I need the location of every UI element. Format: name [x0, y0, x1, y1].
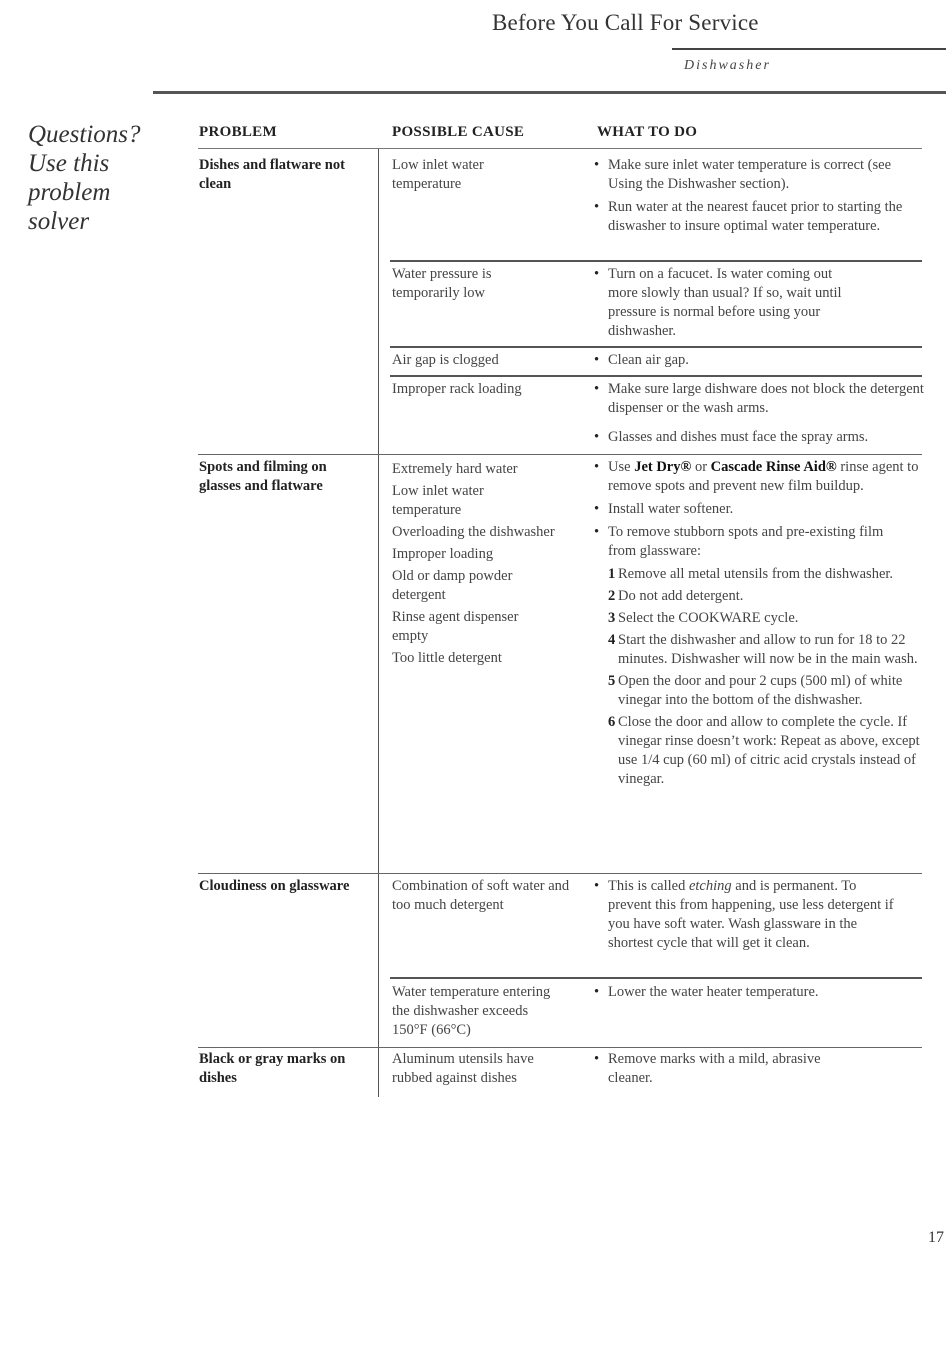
todo-item: • Install water softener.: [594, 501, 734, 517]
todo-item: • Clean air gap.: [594, 352, 689, 368]
sidebar-line: problem: [28, 179, 111, 206]
problem-cloudiness: Cloudiness on glassware: [199, 878, 350, 894]
todo-item: • Make sure large dishware does not block the detergent dispenser or the wash arms.: [594, 381, 924, 416]
sidebar-note: [28, 120, 158, 236]
header-divider: [672, 48, 946, 50]
column-header-cause: POSSIBLE CAUSE: [392, 124, 525, 140]
cause-item: Too little detergent: [392, 650, 502, 666]
todo-item: • This is called etching and is permanent. To prevent this from happening, use less detergent if you have soft water. Wash glassware in the shortest cycle that will get it clean.: [594, 878, 894, 951]
cause-soft-water: Combination of soft water and too much detergent: [392, 878, 570, 913]
problem-dishes-not-clean: Dishes and flatware not clean: [199, 157, 345, 192]
cause-aluminum-utensils: Aluminum utensils have rubbed against dishes: [392, 1051, 534, 1086]
cause-item: Overloading the dishwasher: [392, 524, 555, 540]
todo-rack-loading: [594, 380, 924, 451]
row-rule: [198, 454, 922, 455]
sidebar-line: Questions?: [28, 121, 141, 148]
row-rule: [198, 1047, 922, 1048]
page-number: 17: [928, 1229, 944, 1246]
cause-item: Low inlet water temperature: [392, 483, 484, 518]
cause-rack-loading: Improper rack loading: [392, 381, 522, 397]
sidebar-line: solver: [28, 208, 90, 235]
todo-item: • Remove marks with a mild, abrasive cleaner.: [594, 1051, 821, 1086]
step-item: 5 Open the door and pour 2 cups (500 ml) of white vinegar into the bottom of the dishwasher.: [608, 673, 903, 708]
column-header-problem: PROBLEM: [199, 124, 277, 140]
todo-soft-water: [594, 877, 924, 957]
todo-item: • Glasses and dishes must face the spray arms.: [594, 429, 869, 445]
column-separator: [378, 149, 379, 1097]
column-header-todo: WHAT TO DO: [597, 124, 698, 140]
cause-item: Improper loading: [392, 546, 494, 562]
row-rule: [390, 977, 922, 979]
todo-item: • Turn on a facucet. Is water coming out more slowly than usual? If so, wait until pressure is normal before using your dishwasher.: [594, 266, 842, 339]
problem-spots-filming: Spots and filming on glasses and flatware: [199, 459, 327, 494]
step-item: 4 Start the dishwasher and allow to run for 18 to 22 minutes. Dishwasher will now be in the main wash.: [608, 632, 918, 667]
todo-low-inlet-temp: [594, 156, 924, 240]
step-item: 1 Remove all metal utensils from the dishwasher.: [608, 566, 894, 582]
cause-item: Extremely hard water: [392, 461, 518, 477]
section-name: Dishwasher: [684, 58, 771, 73]
todo-water-pressure: [594, 265, 924, 345]
row-rule: [390, 260, 922, 262]
sidebar-line: Use this: [28, 150, 110, 177]
problem-black-gray-marks: Black or gray marks on dishes: [199, 1051, 346, 1086]
cause-water-temperature: Water temperature entering the dishwasher exceeds 150°F (66°C): [392, 984, 551, 1038]
row-rule: [390, 375, 922, 377]
todo-item: • Use Jet Dry® or Cascade Rinse Aid® rinse agent to remove spots and prevent new film buildup.: [594, 459, 919, 494]
row-rule: [390, 346, 922, 348]
todo-item: • Lower the water heater temperature.: [594, 984, 819, 1000]
todo-item: • To remove stubborn spots and pre-existing film from glassware:: [594, 524, 884, 559]
todo-item: • Run water at the nearest faucet prior to starting the diswasher to insure optimal water temperature.: [594, 199, 903, 234]
todo-air-gap: [594, 351, 924, 374]
todo-black-gray-marks: [594, 1050, 924, 1092]
cause-low-inlet-temp: Low inlet water temperature: [392, 157, 484, 192]
cause-water-pressure: Water pressure is temporarily low: [392, 266, 492, 301]
step-item: 3 Select the COOKWARE cycle.: [608, 610, 799, 626]
cause-item: Rinse agent dispenser empty: [392, 609, 519, 644]
cause-item: Old or damp powder detergent: [392, 568, 513, 603]
causes-spots-filming: [392, 460, 555, 671]
header-rule: [198, 148, 922, 149]
cause-air-gap: Air gap is clogged: [392, 352, 499, 368]
page-title: Before You Call For Service: [492, 10, 759, 35]
step-item: 2 Do not add detergent.: [608, 588, 744, 604]
todo-spots-filming: [594, 458, 924, 792]
row-rule: [198, 873, 922, 874]
page-divider: [153, 91, 946, 94]
todo-water-temperature: [594, 983, 924, 1006]
step-item: 6 Close the door and allow to complete the cycle. If vinegar rinse doesn’t work: Repeat as above, except use 1/4 cup (60 ml) of citric acid crystals instead of vinegar.: [608, 714, 920, 787]
todo-item: • Make sure inlet water temperature is correct (see Using the Dishwasher section).: [594, 157, 892, 192]
